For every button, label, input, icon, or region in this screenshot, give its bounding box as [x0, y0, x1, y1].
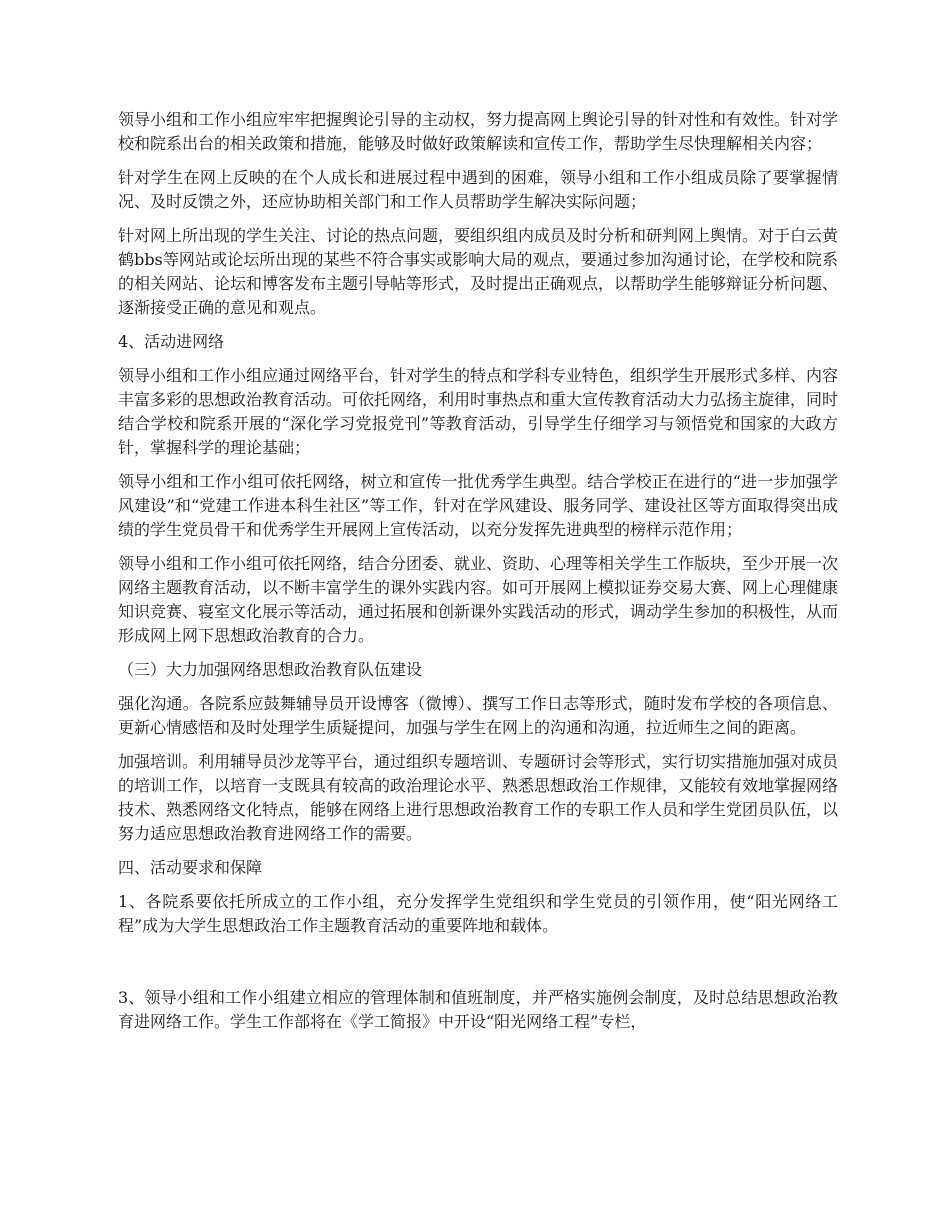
paragraph-education-activities: 领导小组和工作小组应通过网络平台，针对学生的特点和学科专业特色，组织学生开展形式多样、内容丰富多彩的思想政治教育活动。可依托网络，利用时事热点和重大宣传教育活动大力弘扬主旋律，同时结合学校和院系开展的“深化学习党报党刊”等教育活动，引导学生仔细学习与领悟党和国家的大政方针，掌握科学的理论基础； [118, 366, 839, 457]
paragraph-training: 加强培训。利用辅导员沙龙等平台，通过组织专题培训、专题研讨会等形式，实行切实措施加强对成员的培训工作，以培育一支既具有较高的政治理论水平、熟悉思想政治工作规律，又能较有效地掌握网络技术、熟悉网络文化特点，能够在网络上进行思想政治教育工作的专职工作人员和学生党团员队伍，以努力适应思想政治教育进网络工作的需要。 [118, 752, 839, 843]
paragraph-hot-topics: 针对网上所出现的学生关注、讨论的热点问题，要组织组内成员及时分析和研判网上舆情。对于白云黄鹤bbs等网站或论坛所出现的某些不符合事实或影响大局的观点，要通过参加沟通讨论，在学校和院系的相关网站、论坛和博客发布主题引导帖等形式，及时提出正确观点，以帮助学生能够辩证分析问题、逐渐接受正确的意见和观点。 [118, 226, 839, 317]
heading-requirements: 四、活动要求和保障 [118, 858, 263, 877]
paragraph-themed-activities: 领导小组和工作小组可依托网络，结合分团委、就业、资助、心理等相关学生工作版块，至少开展一次网络主题教育活动，以不断丰富学生的课外实践内容。如可开展网上模拟证券交易大赛、网上心理健康知识竞赛、寝室文化展示等活动，通过拓展和创新课外实践活动的形式，调动学生参加的积极性，从而形成网上网下思想政治教育的合力。 [118, 554, 839, 645]
heading-team-building: （三）大力加强网络思想政治教育队伍建设 [118, 660, 423, 679]
paragraph-communication: 强化沟通。各院系应鼓舞辅导员开设博客（微博）、撰写工作日志等形式，随时发布学校的各项信息、更新心情感悟和及时处理学生质疑提问，加强与学生在网上的沟通和沟通，拉近师生之间的距离。 [118, 694, 838, 737]
paragraph-student-models: 领导小组和工作小组可依托网络，树立和宣传一批优秀学生典型。结合学校正在进行的“进一步加强学风建设”和“党建工作进本科生社区”等工作，针对在学风建设、服务同学、建设社区等方面取得突出成绩的学生党员骨干和优秀学生开展网上宣传活动，以充分发挥先进典型的榜样示范作用； [118, 472, 838, 539]
heading-activities-online: 4、活动进网络 [118, 332, 225, 351]
document-page [118, 108, 838, 1044]
paragraph-student-difficulties: 针对学生在网上反映的在个人成长和进展过程中遇到的困难，领导小组和工作小组成员除了要掌握情况、及时反馈之外，还应协助相关部门和工作人员帮助学生解决实际问题； [118, 168, 838, 211]
blank-gap [118, 948, 838, 986]
paragraph-requirement-3: 3、领导小组和工作小组建立相应的管理体制和值班制度，并严格实施例会制度，及时总结思想政治教育进网络工作。学生工作部将在《学工简报》中开设“阳光网络工程”专栏， [118, 988, 838, 1031]
paragraph-opinion-guidance: 领导小组和工作小组应牢牢把握舆论引导的主动权，努力提高网上舆论引导的针对性和有效性。针对学校和院系出台的相关政策和措施，能够及时做好政策解读和宣传工作，帮助学生尽快理解相关内容； [118, 110, 839, 153]
paragraph-requirement-1: 1、各院系要依托所成立的工作小组，充分发挥学生党组织和学生党员的引领作用，使“阳光网络工程”成为大学生思想政治工作主题教育活动的重要阵地和载体。 [118, 892, 838, 935]
